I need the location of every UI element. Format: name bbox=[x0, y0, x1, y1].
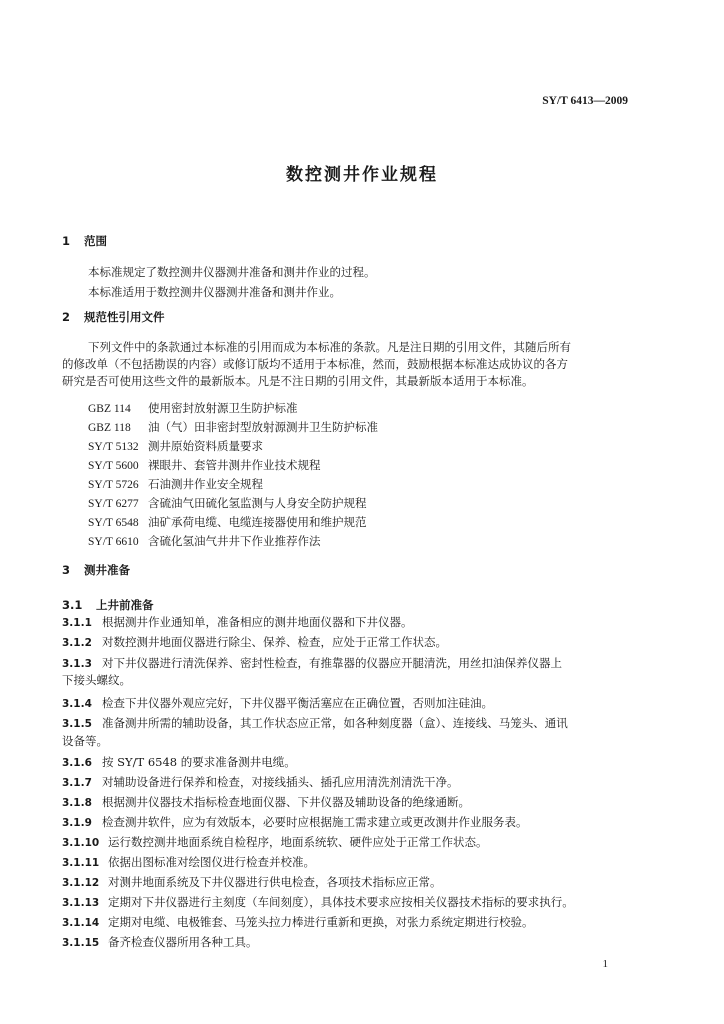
clause-3-1-13: 3.1.13 定期对下井仪器进行主刻度（车间刻度），具体技术要求应按相关仪器技术指标的要求执行。 bbox=[62, 895, 574, 909]
section-title: 规范性引用文件 bbox=[84, 310, 165, 324]
document-title: 数控测井作业规程 bbox=[286, 165, 438, 185]
reference-item: SY/T 6548 油矿承荷电缆、电缆连接器使用和维护规范 bbox=[88, 515, 367, 529]
reference-item: SY/T 5132 测井原始资料质量要求 bbox=[88, 439, 263, 453]
reference-item: SY/T 5726 石油测井作业安全规程 bbox=[88, 477, 263, 491]
clause-continuation: 设备等。 bbox=[62, 734, 108, 748]
section-heading-3 bbox=[62, 563, 130, 577]
page-number: 1 bbox=[602, 958, 608, 970]
clause-3-1-8: 3.1.8 根据测井仪器技术指标检查地面仪器、下井仪器及辅助设备的绝缘通断。 bbox=[62, 795, 470, 809]
section-title: 测井准备 bbox=[84, 563, 130, 577]
paragraph-line: 研究是否可使用这些文件的最新版本。凡是不注日期的引用文件，其最新版本适用于本标准。 bbox=[62, 374, 534, 388]
subsection-number: 3.1 bbox=[62, 598, 83, 612]
paragraph-line: 本标准适用于数控测井仪器测井准备和测井作业。 bbox=[88, 285, 341, 299]
section-heading-1 bbox=[62, 234, 107, 248]
section-number: 1 bbox=[62, 234, 71, 248]
reference-item: SY/T 6277 含硫油气田硫化氢监测与人身安全防护规程 bbox=[88, 496, 367, 510]
clause-3-1-6: 3.1.6 按 SY/T 6548 的要求准备测井电缆。 bbox=[62, 755, 296, 769]
paragraph-line: 的修改单（不包括勘误的内容）或修订版均不适用于本标准，然而，鼓励根据本标准达成协议的各方 bbox=[62, 357, 568, 371]
section-number: 2 bbox=[62, 310, 71, 324]
clause-3-1-7: 3.1.7 对辅助设备进行保养和检查，对接线插头、插孔应用清洗剂清洗干净。 bbox=[62, 775, 459, 789]
clause-3-1-2: 3.1.2 对数控测井地面仪器进行除尘、保养、检查，应处于正常工作状态。 bbox=[62, 635, 447, 649]
clause-3-1-14: 3.1.14 定期对电缆、电极锥套、马笼头拉力棒进行重新和更换，对张力系统定期进行校验。 bbox=[62, 915, 534, 929]
clause-3-1-15: 3.1.15 备齐检查仪器所用各种工具。 bbox=[62, 935, 258, 949]
clause-3-1-3: 3.1.3 对下井仪器进行清洗保养、密封性检查，有推靠器的仪器应开腿清洗，用丝扣油保养仪器上 bbox=[62, 656, 562, 670]
section-title: 范围 bbox=[84, 234, 107, 248]
clause-3-1-10: 3.1.10 运行数控测井地面系统自检程序，地面系统软、硬件应处于正常工作状态。 bbox=[62, 835, 488, 849]
clause-3-1-1: 3.1.1 根据测井作业通知单，准备相应的测井地面仪器和下井仪器。 bbox=[62, 615, 413, 629]
clause-3-1-9: 3.1.9 检查测井软件，应为有效版本，必要时应根据施工需求建立或更改测井作业服务表。 bbox=[62, 815, 528, 829]
clause-3-1-5: 3.1.5 准备测井所需的辅助设备，其工作状态应正常，如各种刻度器（盒）、连接线、马笼头、通讯 bbox=[62, 716, 568, 730]
section-heading-2 bbox=[62, 310, 165, 324]
clause-continuation: 下接头螺纹。 bbox=[62, 673, 131, 687]
clause-3-1-11: 3.1.11 依据出图标准对绘图仪进行检查并校准。 bbox=[62, 855, 315, 869]
reference-item: SY/T 6610 含硫化氢油气井井下作业推荐作法 bbox=[88, 534, 321, 548]
reference-item: SY/T 5600 裸眼井、套管井测井作业技术规程 bbox=[88, 458, 321, 472]
paragraph-line: 下列文件中的条款通过本标准的引用而成为本标准的条款。凡是注日期的引用文件，其随后所有 bbox=[88, 340, 571, 354]
subsection-heading-3-1 bbox=[62, 598, 154, 612]
clause-3-1-4: 3.1.4 检查下井仪器外观应完好，下井仪器平衡活塞应在正确位置，否则加注硅油。 bbox=[62, 696, 493, 710]
subsection-title: 上井前准备 bbox=[96, 598, 154, 612]
standard-code: SY/T 6413—2009 bbox=[542, 95, 628, 107]
reference-item: GBZ 114 使用密封放射源卫生防护标准 bbox=[88, 401, 298, 415]
clause-3-1-12: 3.1.12 对测井地面系统及下井仪器进行供电检查，各项技术指标应正常。 bbox=[62, 875, 442, 889]
reference-item: GBZ 118 油（气）田非密封型放射源测井卫生防护标准 bbox=[88, 420, 378, 434]
section-number: 3 bbox=[62, 563, 71, 577]
paragraph-line: 本标准规定了数控测井仪器测井准备和测井作业的过程。 bbox=[88, 265, 376, 279]
